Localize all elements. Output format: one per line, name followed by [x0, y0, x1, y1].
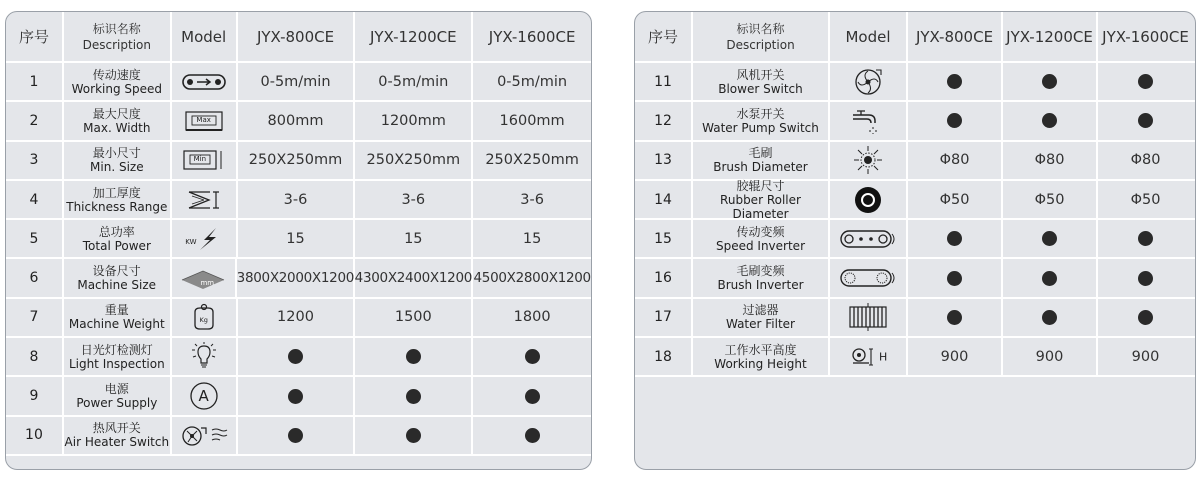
header-model-3: JYX-1600CE [488, 27, 576, 46]
feature-included-dot [525, 428, 540, 443]
table-row [6, 338, 591, 377]
header-model-2: JYX-1200CE [1003, 12, 1098, 61]
row-number: 12 [635, 102, 693, 139]
row-number: 4 [6, 181, 64, 218]
table-row [635, 299, 1195, 338]
row-description [64, 299, 172, 336]
row-desc-en: Air Heater Switch [64, 435, 170, 450]
feature-included-dot [525, 389, 540, 404]
header-description [64, 12, 172, 61]
table-row [6, 377, 591, 416]
header-model-1: JYX-800CE [908, 12, 1003, 61]
row-description [64, 259, 172, 296]
working-height-icon-label: H [879, 350, 888, 364]
value-model-3 [1098, 63, 1193, 100]
row-desc-cn: 传动变频 [736, 224, 785, 239]
header-model: Model [830, 12, 908, 61]
value-model-2: Φ50 [1003, 181, 1098, 218]
value-model-1: 3800X2000X1200 [237, 259, 355, 296]
table-header [635, 12, 1195, 63]
value-model-2 [355, 377, 473, 414]
feature-included-dot [288, 349, 303, 364]
row-description [693, 338, 830, 375]
value-model-2 [355, 338, 473, 375]
brush-icon [830, 142, 908, 179]
air-heater-icon [172, 417, 238, 454]
feature-included-dot [947, 74, 962, 89]
light-bulb-icon [172, 338, 238, 375]
row-desc-en: Brush Diameter [713, 160, 808, 175]
table-row [6, 63, 591, 102]
value-model-1: 15 [238, 220, 356, 257]
row-number: 11 [635, 63, 693, 100]
thickness-icon [172, 181, 238, 218]
row-number: 2 [6, 102, 64, 139]
row-desc-en: Min. Size [90, 160, 144, 175]
max-width-icon [172, 102, 238, 139]
weight-icon-label: Kg [199, 316, 208, 325]
feature-included-dot [1042, 231, 1057, 246]
table-row [6, 142, 591, 181]
row-desc-en: Machine Size [77, 278, 157, 293]
row-desc-cn: 重量 [104, 303, 129, 318]
row-description [693, 178, 830, 221]
row-number: 14 [635, 181, 693, 218]
row-number: 6 [6, 259, 64, 296]
feature-included-dot [947, 310, 962, 325]
table-row [6, 259, 591, 298]
row-desc-en: Total Power [82, 238, 151, 253]
feature-included-dot [406, 428, 421, 443]
value-model-2 [355, 417, 473, 454]
value-model-3: 1800 [513, 309, 551, 326]
machine-size-icon-label: mm [200, 278, 215, 287]
value-model-1 [908, 259, 1003, 296]
row-description [693, 63, 830, 100]
row-desc-en: Water Pump Switch [702, 120, 819, 135]
header-no: 序号 [6, 12, 64, 61]
value-model-1: 0-5m/min [238, 63, 356, 100]
table-row [635, 220, 1195, 259]
row-desc-cn: 毛刷 [748, 146, 773, 161]
row-description [64, 102, 172, 139]
row-desc-cn: 设备尺寸 [92, 264, 141, 279]
working-height-icon [830, 338, 908, 375]
value-model-2 [1003, 220, 1098, 257]
row-number: 8 [6, 338, 64, 375]
row-description [64, 338, 172, 375]
value-model-2: 4300X2400X1200 [355, 259, 473, 296]
speed-inverter-icon [830, 220, 908, 257]
row-description [64, 220, 172, 257]
row-number: 16 [635, 259, 693, 296]
table-row [635, 338, 1195, 377]
row-desc-cn: 毛刷变频 [736, 264, 785, 279]
value-model-1 [238, 377, 356, 414]
value-model-3: 1600mm [499, 112, 565, 129]
value-model-3 [1098, 102, 1193, 139]
min-size-icon-label: Min [193, 155, 207, 164]
feature-included-dot [1042, 271, 1057, 286]
value-model-3: 250X250mm [485, 152, 579, 169]
value-model-1 [238, 417, 356, 454]
water-tap-icon [830, 102, 908, 139]
row-desc-cn: 最小尺寸 [92, 146, 141, 161]
table-row [635, 102, 1195, 141]
row-desc-en: Speed Inverter [715, 238, 805, 253]
weight-icon [172, 299, 238, 336]
feature-included-dot [1042, 113, 1057, 128]
power-bolt-icon [172, 220, 238, 257]
value-model-1: 900 [908, 338, 1003, 375]
table-row [6, 102, 591, 141]
table-row [6, 417, 591, 456]
row-desc-en: Brush Inverter [717, 278, 804, 293]
value-model-2: 0-5m/min [355, 63, 473, 100]
table-row [635, 63, 1195, 102]
value-model-1: Φ50 [908, 181, 1003, 218]
value-model-1: 1200 [238, 299, 356, 336]
row-number: 18 [635, 338, 693, 375]
feature-included-dot [1138, 231, 1153, 246]
value-model-2: 3-6 [355, 181, 473, 218]
header-model-2: JYX-1200CE [355, 12, 473, 61]
value-model-2: 900 [1003, 338, 1098, 375]
header-desc-cn: 标识名称 [92, 21, 141, 36]
row-desc-cn: 过滤器 [742, 303, 779, 318]
value-model-2 [1003, 259, 1098, 296]
conveyor-arrow-icon [172, 63, 238, 100]
value-model-2: Φ80 [1003, 142, 1098, 179]
value-model-3 [1098, 259, 1193, 296]
value-model-3: 0-5m/min [497, 73, 568, 90]
value-model-2: 1200mm [355, 102, 473, 139]
value-model-1: 3-6 [238, 181, 356, 218]
row-desc-en: Light Inspection [68, 356, 165, 371]
row-number: 10 [6, 417, 64, 454]
row-number: 1 [6, 63, 64, 100]
value-model-1 [908, 102, 1003, 139]
row-desc-en: Working Speed [71, 81, 162, 96]
value-model-1 [908, 63, 1003, 100]
table-row [635, 142, 1195, 181]
feature-included-dot [947, 113, 962, 128]
row-desc-cn: 热风开关 [92, 421, 141, 436]
blower-fan-icon [830, 63, 908, 100]
value-model-1: Φ80 [908, 142, 1003, 179]
table-row [6, 299, 591, 338]
row-desc-cn: 工作水平高度 [724, 342, 797, 357]
row-description [693, 259, 830, 296]
table-row [6, 220, 591, 259]
row-number: 15 [635, 220, 693, 257]
row-desc-en: Blower Switch [718, 81, 803, 96]
table-row [6, 181, 591, 220]
value-model-1: 250X250mm [238, 142, 356, 179]
header-desc-en: Description [82, 37, 151, 52]
table-header [6, 12, 591, 63]
feature-included-dot [288, 428, 303, 443]
feature-included-dot [406, 349, 421, 364]
value-model-3 [473, 417, 591, 454]
value-model-1: 800mm [238, 102, 356, 139]
row-description [693, 102, 830, 139]
row-number: 3 [6, 142, 64, 179]
row-desc-en: Water Filter [725, 317, 795, 332]
value-model-3 [1098, 299, 1193, 336]
row-desc-en: Max. Width [83, 120, 151, 135]
power-bolt-icon-label: KW [185, 237, 197, 246]
spec-table-left [5, 11, 592, 470]
row-number: 13 [635, 142, 693, 179]
feature-included-dot [947, 271, 962, 286]
feature-included-dot [1138, 271, 1153, 286]
row-desc-en: Power Supply [76, 396, 158, 411]
roller-icon [830, 181, 908, 218]
header-model-3: JYX-1600CE [1102, 27, 1189, 46]
value-model-3: 3-6 [520, 191, 544, 208]
value-model-2 [1003, 63, 1098, 100]
feature-included-dot [1138, 113, 1153, 128]
value-model-3: Φ50 [1130, 191, 1161, 208]
table-row [635, 178, 1195, 221]
value-model-1 [908, 299, 1003, 336]
row-desc-cn: 最大尺度 [92, 106, 141, 121]
value-model-3 [1098, 220, 1193, 257]
row-description [64, 417, 172, 454]
feature-included-dot [288, 389, 303, 404]
row-desc-en: Working Height [714, 356, 807, 371]
header-desc-en: Description [726, 37, 795, 52]
value-model-3 [473, 338, 591, 375]
value-model-2: 15 [355, 220, 473, 257]
header-desc-cn: 标识名称 [736, 21, 785, 36]
row-description [64, 63, 172, 100]
power-supply-icon [172, 377, 238, 414]
row-desc-cn: 胶辊尺寸 [736, 178, 785, 193]
header-model: Model [172, 12, 238, 61]
value-model-1 [908, 220, 1003, 257]
water-filter-icon [830, 299, 908, 336]
feature-included-dot [406, 389, 421, 404]
row-desc-cn: 电源 [104, 382, 129, 397]
feature-included-dot [1138, 310, 1153, 325]
row-description [693, 220, 830, 257]
header-description [693, 12, 830, 61]
row-desc-cn: 日光灯检测灯 [80, 342, 153, 357]
row-number: 17 [635, 299, 693, 336]
value-model-2: 250X250mm [355, 142, 473, 179]
row-description [64, 142, 172, 179]
value-model-3: Φ80 [1130, 152, 1161, 169]
value-model-3: 15 [522, 230, 542, 247]
power-supply-icon-label: A [198, 387, 209, 406]
row-desc-cn: 加工厚度 [92, 185, 141, 200]
row-desc-cn: 水泵开关 [736, 106, 785, 121]
min-size-icon [172, 142, 238, 179]
value-model-2: 1500 [355, 299, 473, 336]
spec-table-right [634, 11, 1196, 470]
feature-included-dot [947, 231, 962, 246]
value-model-3 [473, 377, 591, 414]
header-no: 序号 [635, 12, 693, 61]
row-number: 9 [6, 377, 64, 414]
machine-size-icon [172, 259, 238, 296]
row-desc-en: Rubber Roller Diameter [720, 192, 801, 221]
row-description [693, 299, 830, 336]
value-model-3: 4500X2800X1200 [473, 270, 591, 287]
row-number: 7 [6, 299, 64, 336]
feature-included-dot [525, 349, 540, 364]
row-desc-en: Thickness Range [66, 199, 168, 214]
row-desc-en: Machine Weight [68, 317, 165, 332]
row-description [64, 181, 172, 218]
value-model-2 [1003, 299, 1098, 336]
row-description [693, 142, 830, 179]
value-model-1 [238, 338, 356, 375]
row-description [64, 377, 172, 414]
feature-included-dot [1042, 310, 1057, 325]
row-desc-cn: 传动速度 [92, 67, 141, 82]
row-desc-cn: 总功率 [98, 224, 135, 239]
brush-inverter-icon [830, 259, 908, 296]
feature-included-dot [1138, 74, 1153, 89]
header-model-1: JYX-800CE [238, 12, 356, 61]
feature-included-dot [1042, 74, 1057, 89]
row-number: 5 [6, 220, 64, 257]
value-model-3: 900 [1131, 348, 1160, 365]
max-width-icon-label: Max [196, 116, 211, 125]
table-row [635, 259, 1195, 298]
row-desc-cn: 风机开关 [736, 67, 785, 82]
value-model-2 [1003, 102, 1098, 139]
